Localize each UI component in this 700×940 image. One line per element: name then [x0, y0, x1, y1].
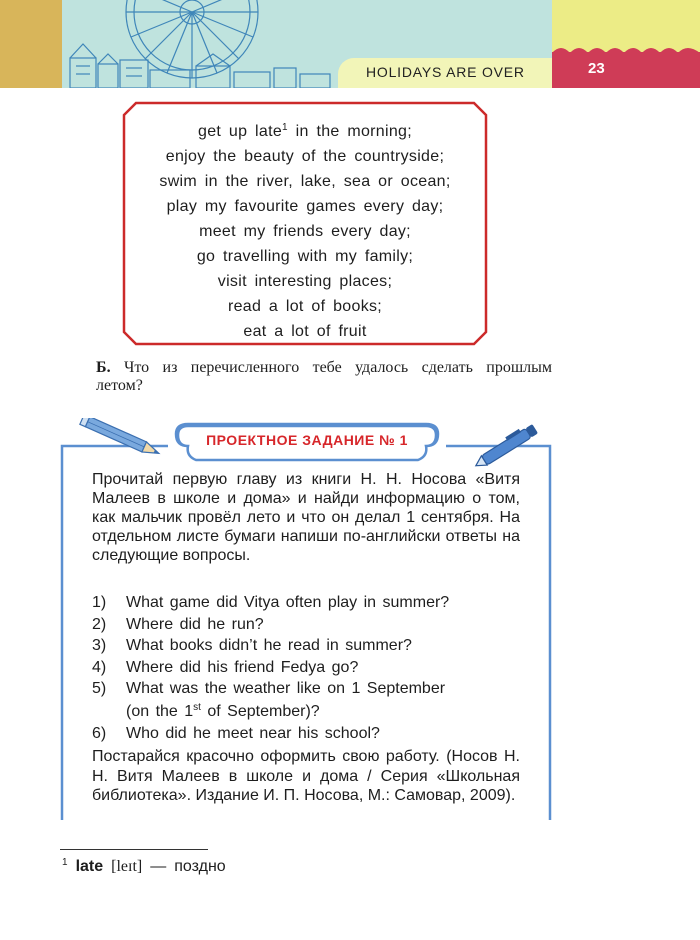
- list-item: [92, 615, 532, 634]
- activity-line: swim in the river, lake, sea or ocean;: [159, 173, 451, 190]
- item-text: Who did he meet near his school?: [126, 724, 380, 742]
- item-number: 5): [92, 680, 107, 698]
- item-text: Where did his friend Fedya go?: [126, 658, 359, 676]
- project-title: ПРОЕКТНОЕ ЗАДАНИЕ № 1: [206, 432, 408, 448]
- item-text: Where did he run?: [126, 615, 264, 633]
- page-header: [0, 0, 700, 88]
- activity-line: visit interesting places;: [217, 273, 393, 290]
- footnote-dash: —: [150, 858, 167, 875]
- project-instructions: Прочитай первую главу из книги Н. Н. Носова «Витя Малеев в школе и дома» и найди информацию о том, как мальчик провёл лето и что он делал 1 сентября. На отдельном листе бумаги напиши по-английски ответы на следующие вопросы.: [92, 471, 520, 564]
- project-note: Постарайся красочно оформить свою работу. (Носов Н. Н. Витя Малеев в школе и дома / Серия «Школьная библиотека». Издание И. П. Носова, М.: Самовар, 2009).: [92, 748, 520, 804]
- footnote-translation: поздно: [174, 858, 226, 875]
- activity-line: eat a lot of fruit: [243, 323, 367, 340]
- list-item: [92, 724, 532, 743]
- wavy-edge: [552, 43, 700, 53]
- task-text: Что из перечисленного тебе удалось сделать прошлым летом?: [96, 359, 553, 394]
- section-title: HOLIDAYS ARE OVER: [366, 64, 525, 80]
- activity-line: read a lot of books;: [227, 298, 383, 315]
- question-list: [92, 593, 532, 746]
- task-b: [96, 359, 552, 395]
- task-label: Б.: [96, 359, 111, 376]
- item-number: 1): [92, 594, 107, 611]
- page-number-tab: [552, 52, 700, 88]
- activity-line: enjoy the beauty of the countryside;: [165, 148, 445, 165]
- activity-list-box: [122, 101, 488, 346]
- list-item: [92, 636, 532, 655]
- item-text: What was the weather like on 1 September: [126, 680, 446, 698]
- footnote-word: late: [75, 858, 104, 875]
- item-number: 3): [92, 637, 107, 655]
- list-item: 5) What was the weather like on 1 September (on the 1st of September)?: [92, 680, 446, 721]
- activity-line: go travelling with my family;: [196, 248, 414, 265]
- item-number: 4): [92, 658, 107, 676]
- page-number: 23: [588, 60, 605, 77]
- pen-icon: [470, 420, 550, 470]
- footnote-divider: [60, 849, 208, 850]
- activity-line: play my favourite games every day;: [166, 198, 444, 215]
- item-text: What game did Vitya often play in summer?: [126, 594, 450, 611]
- activity-lines: [122, 115, 488, 344]
- footnote-mark: 1: [62, 857, 68, 868]
- activity-line: meet my friends every day;: [199, 223, 411, 240]
- pencil-icon: [78, 418, 168, 458]
- activity-line: get up late$^1$ in the morning;: [198, 122, 412, 140]
- item-number: 6): [92, 724, 107, 742]
- list-item: [92, 658, 532, 677]
- footnote-transcription: [leɪt]: [111, 858, 143, 875]
- item-number: 2): [92, 615, 107, 633]
- footnote-mark: 1: [282, 122, 288, 133]
- item-text: What books didn’t he read in summer?: [126, 637, 412, 655]
- list-item: [92, 593, 532, 612]
- footnote: [62, 857, 226, 876]
